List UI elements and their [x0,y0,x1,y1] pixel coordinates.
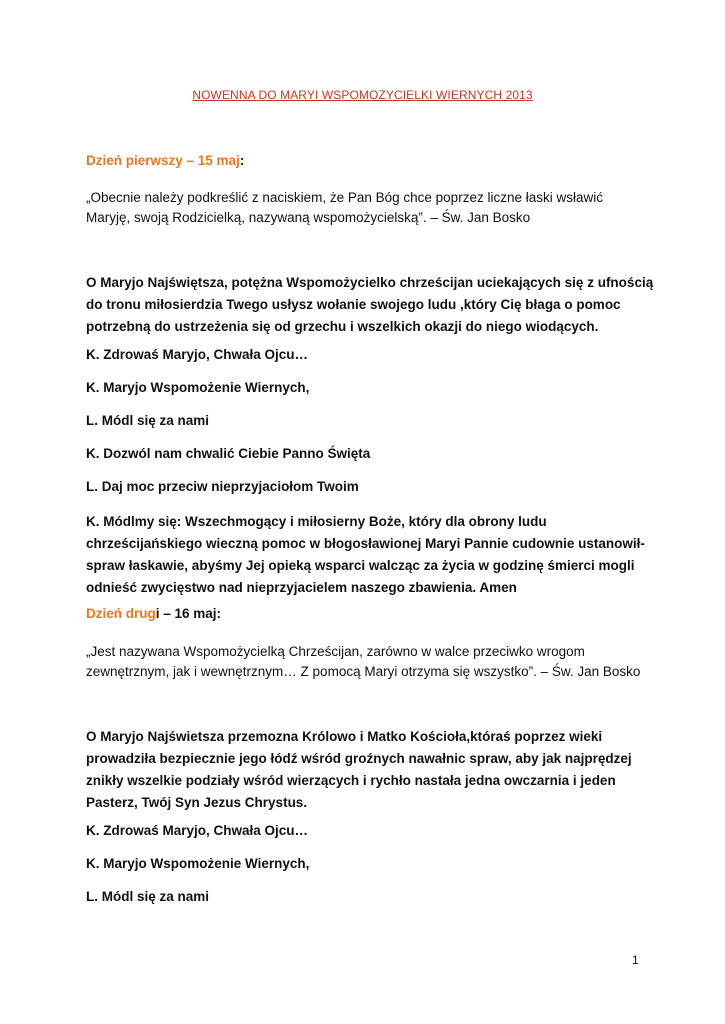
day1-quote: „Obecnie należy podkreślić z naciskiem, że Pan Bóg chce poprzez liczne łaski wsławić Maryję, swoją Rodzicielką, nazywaną wspomożycielską”. – Św. Jan Bosko [86,190,603,225]
day1-prayer: O Maryjo Najświętsza, potężna Wspomożycielko chrześcijan uciekających się z ufnością do tronu miłosierdzia Twego usłysz wołanie swojego ludu ,który Cię błaga o pomoc potrzebną do ustrzeżenia się od grzechu i wszelkich okazji do niego wiodących. [86,275,654,334]
day2-quote: „Jest nazywana Wspomożycielką Chrześcijan, zarówno w walce przeciwko wrogom zewnętrznym, jak i wewnętrznym… Z pomocą Maryi otrzyma się wszystko”. – Św. Jan Bosko [86,644,641,679]
day1-line-modl: L. Módl się za nami [86,413,210,428]
day2-line-modl: L. Módl się za nami [86,889,210,904]
day1-heading-date: Dzień pierwszy – 15 maj [86,153,240,168]
day1-line-daj-moc: L. Daj moc przeciw nieprzyjaciołom Twoim [86,479,359,494]
day1-closing-prayer: K. Módlmy się: Wszechmogący i miłosierny Boże, który dla obrony ludu chrześcijańskiego wieczną pomoc w błogosławionej Maryi Pannie cudownie ustanowił- spraw łaskawie, abyśmy Jej opieką wsparci walcząc za życia w godzinę śmierci mogli odnieść zwycięstwo nad nieprzyjacielem naszego zbawienia. Amen [86,514,645,595]
day2-heading-rest: i – 16 maj: [155,606,222,621]
day2-line-maryjo: K. Maryjo Wspomożenie Wiernych, [86,856,310,871]
page-number: 1 [632,953,639,967]
day2-prayer: O Maryjo Najświetsza przemozna Królowo i Matko Kościoła,któraś poprzez wieki prowadziła bezpiecznie jego łódź wśród groźnych nawałnic spraw, aby jak najprędzej znikły wszelkie podziały wśród wierzących i rychło nastała jedna owczarnia i jeden Pasterz, Twój Syn Jezus Chrystus. [86,729,632,810]
day2-heading [86,606,221,621]
day2-heading-date: Dzień drug [86,606,156,621]
day1-line-dozwol: K. Dozwól nam chwalić Ciebie Panno Święta [86,446,371,461]
day1-heading-colon: : [239,153,245,168]
day1-line-maryjo: K. Maryjo Wspomożenie Wiernych, [86,380,310,395]
day2-line-zdrowas: K. Zdrowaś Maryjo, Chwała Ojcu… [86,823,309,838]
document-title: NOWENNA DO MARYI WSPOMOZYCIELKI WIERNYCH 2013 [192,88,533,102]
day1-heading [86,153,244,168]
day1-line-zdrowas: K. Zdrowaś Maryjo, Chwała Ojcu… [86,347,309,362]
